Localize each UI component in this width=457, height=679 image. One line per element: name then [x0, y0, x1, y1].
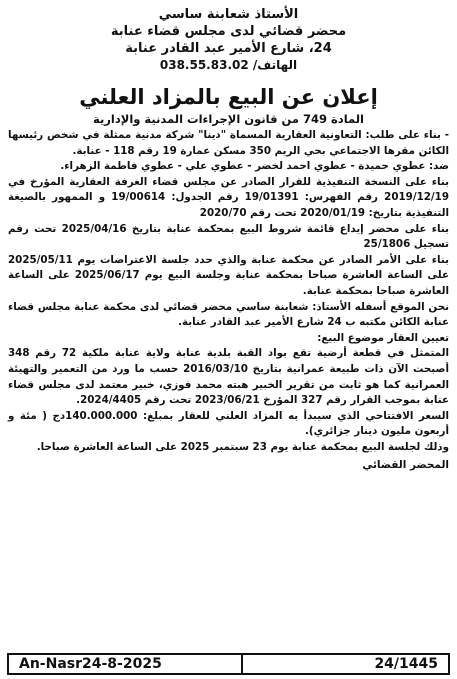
publication-footer: [7, 653, 450, 675]
bailiff-office: محضر قضائي لدى مجلس قضاء عنابة: [110, 24, 347, 39]
paragraph-petitioner: - بناء على طلب: التعاونية العقارية المسماة "دينا" شركة مدنية ممثلة في شخص رئيسها الكائن مقرها الاجتماعي بحي الريم 350 مسكن عمارة 19 رقم 118 - عنابة.: [8, 129, 449, 157]
paragraph-deposit-record: بناء على محضر إيداع قائمة شروط البيع بمحكمة عنابة بتاريخ 2025/04/16 تحت رقم تسجيل 25/1806: [8, 222, 449, 251]
signature-line: المحضر القضائي: [362, 459, 449, 472]
paragraph-defendants: ضد: عطوي حميدة - عطوي احمد لخضر - عطوي علي - عطوي فاطمة الزهراء.: [60, 160, 449, 173]
paragraph-court-decision: بناء على النسخة التنفيذية للقرار الصادر عن مجلس قضاء الغرفة العقارية المؤرخ في 2019/12/19 رقم الفهرس: 19/01391 رقم الجدول: 19/00614 و الممهور بالصيغة التنفيذية بتاريخ: 2020/01/19 تحت رقم 2020/70: [8, 175, 449, 219]
notice-title: إعلان عن البيع بالمزاد العلني: [79, 85, 378, 109]
paragraph-property-heading: تعيين العقار موضوع البيع:: [317, 331, 449, 344]
paragraph-property-description: المتمثل في قطعة أرضية تقع بواد القبة بلدية عنابة ولاية عنابة ملكية 72 رقم 348 أصبحت الآن ذات طبيعة عمرانية بتاريخ 2016/03/10 حسب ما ورد من التعمير والتهيئة العمرانية كما هو ثابت من تقرير الخبير هبته محمد فوزي، خبير معتمد لدى مجلس قضاء عنابة بموجب القرار رقم 327 المؤرخ 2023/06/21 تحت رقم 2024/4405.: [8, 347, 449, 407]
paragraph-opening-price: السعر الافتتاحي الذي سيبدأ به المزاد العلني للعقار بمبلغ: 140.000.000دج ( مئة و أربعون مليون دينار جزائري).: [8, 409, 450, 438]
paragraph-undersigned: نحن الموقع أسفله الأستاذ: شعابنة ساسي محضر قضائي لدى محكمة عنابة مجلس قضاء عنابة الكائن مكتبه ب 24 شارع الأمير عبد القادر عنابة.: [8, 300, 449, 329]
phone-number: 038.55.83.02: [159, 58, 249, 72]
footer-divider: [241, 655, 243, 673]
newspaper-date: An-Nasr24-8-2025: [19, 656, 162, 672]
bailiff-name: الأستاذ شعابنة ساسي: [158, 7, 299, 22]
notice-subtitle: المادة 749 من قانون الإجراءات المدنية والإدارية: [93, 112, 364, 126]
phone-label: الهاتف/: [252, 58, 298, 72]
bailiff-phone: [8, 57, 449, 74]
notice-body: [8, 128, 449, 455]
bailiff-address: 24، شارع الأمير عبد القادر عنابة: [125, 41, 332, 56]
notice-reference: 24/1445: [374, 656, 438, 672]
paragraph-court-order: بناء على الأمر الصادر عن محكمة عنابة والذي حدد جلسة الاعتراضات يوم 2025/05/11 على الساعة العاشرة صباحا بمحكمة عنابة وجلسة البيع يوم 2025/06/17 على الساعة العاشرة صباحا بمحكمة عنابة.: [8, 253, 450, 297]
paragraph-sale-session: وذلك لجلسة البيع بمحكمة عنابة يوم 23 سبتمبر 2025 على الساعة العاشرة صباحا.: [36, 440, 449, 453]
